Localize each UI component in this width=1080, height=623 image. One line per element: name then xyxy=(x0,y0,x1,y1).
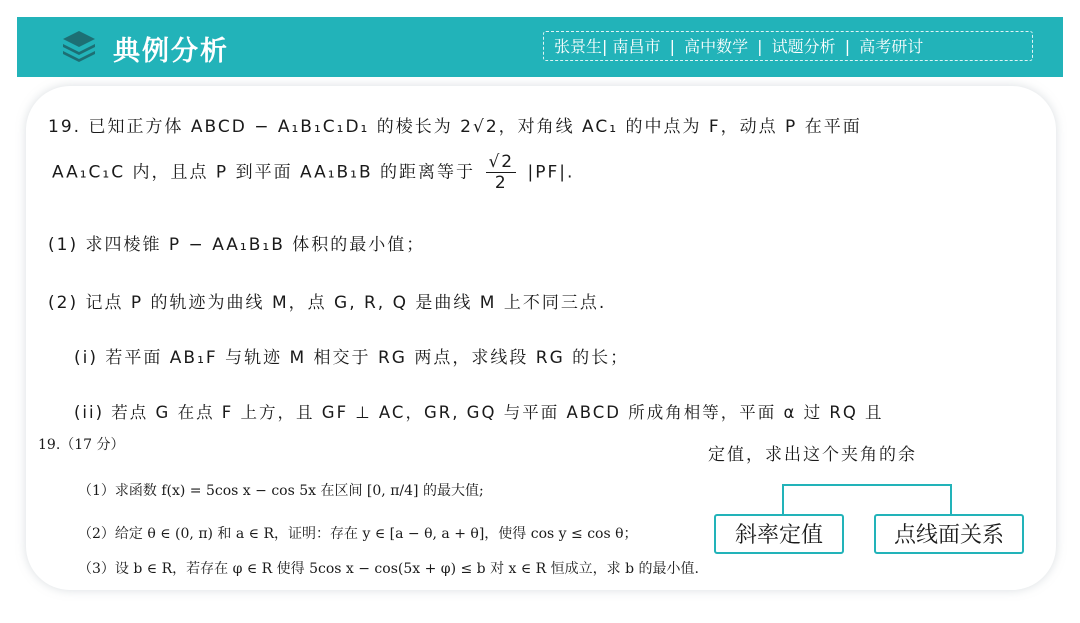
part-2-ii-continued: 定值，求出这个夹角的余 xyxy=(708,445,917,465)
problem-19-header: 19.（17 分） xyxy=(38,437,125,453)
tagline-topic: 试题分析 xyxy=(771,37,836,56)
stem-line2-text: AA₁C₁C 内，且点 P 到平面 AA₁B₁B 的距离等于 xyxy=(52,162,476,183)
fraction-numerator: √2 xyxy=(488,152,515,172)
fraction-sqrt2-over-2 xyxy=(486,152,516,193)
header-banner xyxy=(17,17,1063,77)
tag-point-line-plane: 点线面关系 xyxy=(874,514,1024,554)
fraction-denominator: 2 xyxy=(494,173,508,193)
stacked-layers-icon xyxy=(59,27,99,67)
stem-line2-end: |PF|. xyxy=(527,162,575,183)
tagline-author: 张景生| 南昌市 xyxy=(554,37,661,56)
part-1: (1) 求四棱锥 P − AA₁B₁B 体积的最小值； xyxy=(48,235,426,255)
problem-stem-line1: 19. 已知正方体 ABCD − A₁B₁C₁D₁ 的棱长为 2√2，对角线 AC₁ 的中点为 F，动点 P 在平面 xyxy=(48,117,862,137)
problem-stem-line2 xyxy=(52,152,574,193)
question-1: （1）求函数 f(x) = 5cos x − cos 5x 在区间 [0, π/4] 的最大值; xyxy=(78,483,484,499)
tagline-subject: 高中数学 xyxy=(684,37,749,56)
tag-connector xyxy=(782,484,952,516)
tagline-research: 高考研讨 xyxy=(859,37,924,56)
part-2-ii: (ii) 若点 G 在点 F 上方，且 GF ⊥ AC，GR, GQ 与平面 ABCD 所成角相等，平面 α 过 RQ 且 xyxy=(74,403,884,422)
question-3: （3）设 b ∈ R，若存在 φ ∈ R 使得 5cos x − cos(5x + φ) ≤ b 对 x ∈ R 恒成立，求 b 的最小值. xyxy=(78,561,699,577)
part-2: (2) 记点 P 的轨迹为曲线 M，点 G, R, Q 是曲线 M 上不同三点. xyxy=(48,293,607,313)
part-2-i: (i) 若平面 AB₁F 与轨迹 M 相交于 RG 两点，求线段 RG 的长； xyxy=(74,348,630,368)
tagline-sep: | xyxy=(844,37,851,56)
question-2: （2）给定 θ ∈ (0, π) 和 a ∈ R，证明：存在 y ∈ [a − θ, a + θ]，使得 cos y ≤ cos θ； xyxy=(78,526,638,542)
page-title: 典例分析 xyxy=(113,36,229,67)
tagline-sep: | xyxy=(757,37,763,56)
tagline-sep: | xyxy=(669,37,675,56)
author-tagline xyxy=(543,31,1033,61)
tag-slope-constant: 斜率定值 xyxy=(714,514,844,554)
